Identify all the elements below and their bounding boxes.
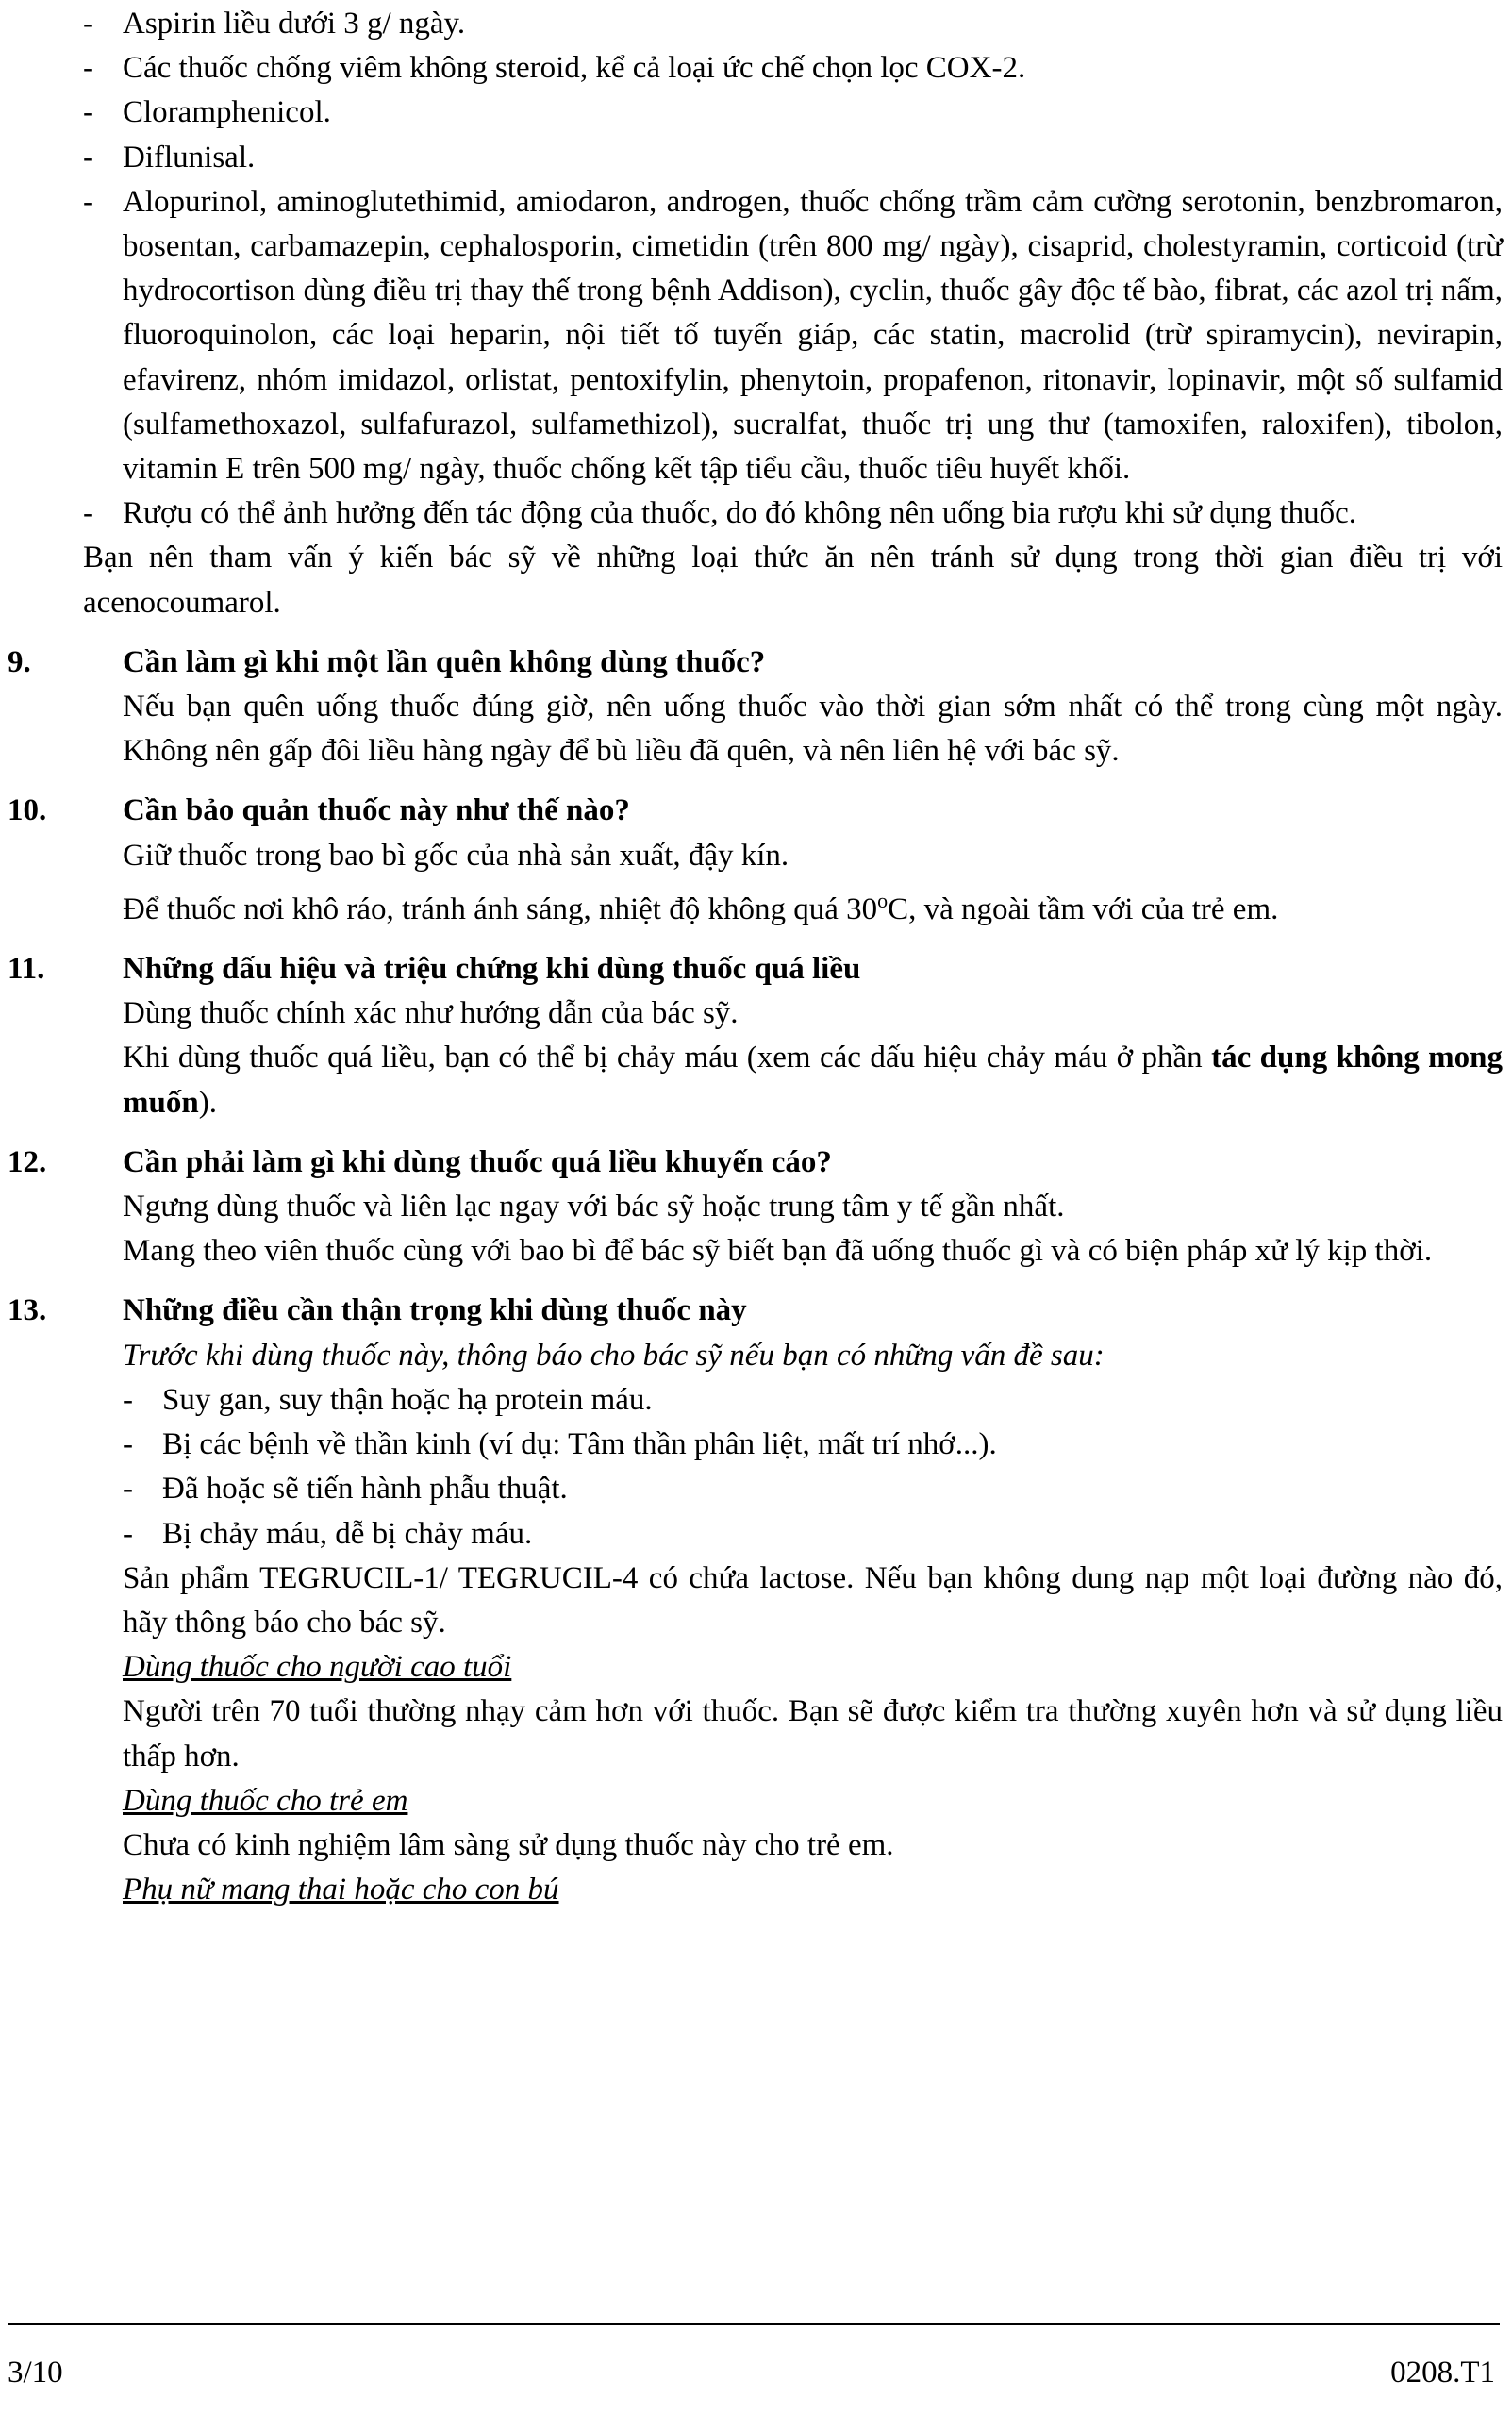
footer-divider bbox=[8, 2323, 1500, 2325]
section-number: 9. bbox=[8, 644, 31, 679]
section-number: 12. bbox=[8, 1144, 47, 1179]
document-code: 0208.T1 bbox=[1390, 2356, 1495, 2390]
section-number: 13. bbox=[8, 1293, 47, 1328]
section-12-heading bbox=[8, 1141, 1503, 1185]
section-title: Cần phải làm gì khi dùng thuốc quá liều khuyến cáo? bbox=[123, 1144, 832, 1179]
overdose-text: ). bbox=[198, 1085, 217, 1120]
section-10-heading bbox=[8, 789, 1503, 833]
list-item: - Bị chảy máu, dễ bị chảy máu. bbox=[123, 1512, 1503, 1557]
section-9-heading bbox=[8, 641, 1503, 685]
list-item: - Bị các bệnh về thần kinh (ví dụ: Tâm thần phân liệt, mất trí nhớ...). bbox=[123, 1423, 1503, 1467]
section-9-body: Nếu bạn quên uống thuốc đúng giờ, nên uống thuốc vào thời gian sớm nhất có thể trong cùng một ngày. Không nên gấp đôi liều hàng ngày để bù liều đã quên, và nên liên hệ với bác sỹ. bbox=[123, 690, 1503, 769]
elderly-subheading bbox=[83, 1645, 1503, 1690]
list-item: - Cloramphenicol. bbox=[83, 91, 1503, 135]
page-number: 3/10 bbox=[8, 2356, 63, 2390]
list-item: - Đã hoặc sẽ tiến hành phẫu thuật. bbox=[123, 1467, 1503, 1511]
section-number: 11. bbox=[8, 952, 45, 987]
section-11-heading bbox=[8, 947, 1503, 991]
overdose-action-line: Ngưng dùng thuốc và liên lạc ngay với bác sỹ hoặc trung tâm y tế gần nhất. bbox=[123, 1190, 1065, 1224]
elderly-text: Người trên 70 tuổi thường nhạy cảm hơn với thuốc. Bạn sẽ được kiểm tra thường xuyên hơn và sử dụng liều thấp hơn. bbox=[123, 1694, 1503, 1774]
section-title: Cần bảo quản thuốc này như thế nào? bbox=[123, 793, 630, 828]
storage-text: Để thuốc nơi khô ráo, tránh ánh sáng, nhiệt độ không quá 30 bbox=[123, 891, 878, 926]
section-title: Những dấu hiệu và triệu chứng khi dùng thuốc quá liều bbox=[123, 952, 861, 987]
interactions-note: Bạn nên tham vấn ý kiến bác sỹ về những loại thức ăn nên tránh sử dụng trong thời gian điều trị với acenocoumarol. bbox=[83, 541, 1503, 620]
storage-line: Giữ thuốc trong bao bì gốc của nhà sản xuất, đậy kín. bbox=[123, 838, 789, 873]
section-title: Cần làm gì khi một lần quên không dùng thuốc? bbox=[123, 644, 766, 679]
precautions-intro: Trước khi dùng thuốc này, thông báo cho bác sỹ nếu bạn có những vấn đề sau: bbox=[123, 1338, 1105, 1373]
children-subheading bbox=[83, 1779, 1503, 1824]
list-item: - Diflunisal. bbox=[83, 136, 1503, 180]
section-title: Những điều cần thận trọng khi dùng thuốc này bbox=[123, 1293, 747, 1328]
pregnancy-subheading bbox=[83, 1868, 1503, 1912]
subheading-text: Phụ nữ mang thai hoặc cho con bú bbox=[123, 1873, 559, 1907]
children-text: Chưa có kinh nghiệm lâm sàng sử dụng thuốc này cho trẻ em. bbox=[123, 1827, 894, 1862]
subheading-text: Dùng thuốc cho trẻ em bbox=[123, 1783, 408, 1818]
overdose-bleeding-line bbox=[83, 1036, 1503, 1124]
list-item: - Alopurinol, aminoglutethimid, amiodaron, androgen, thuốc chống trầm cảm cường serotonin, benzbromaron, bosentan, carbamazepin, cephalosporin, cimetidin (trên 800 mg/ ngày), cisaprid, cholestyramin, corticoid (trừ hydrocortison dùng điều trị thay thế trong bệnh Addison), cyclin, thuốc gây độc tế bào, fibrat, các azol trị nấm, fluoroquinolon, các loại heparin, nội tiết tố tuyến giáp, các statin, macrolid (trừ spiramycin), nevirapin, efavirenz, nhóm imidazol, orlistat, pentoxifylin, phenytoin, propafenon, ritonavir, lopinavir, một số sulfamid (sulfamethoxazol, sulfafurazol, sulfamethizol), sucralfat, thuốc trị ung thư (tamoxifen, raloxifen), tibolon, vitamin E trên 500 mg/ ngày, thuốc chống kết tập tiểu cầu, thuốc tiêu huyết khối. bbox=[83, 180, 1503, 491]
subheading-text: Dùng thuốc cho người cao tuổi bbox=[123, 1650, 512, 1685]
storage-text: C, và ngoài tầm với của trẻ em. bbox=[888, 891, 1279, 926]
lactose-note: Sản phẩm TEGRUCIL-1/ TEGRUCIL-4 có chứa lactose. Nếu bạn không dung nạp một loại đường nào đó, hãy thông báo cho bác sỹ. bbox=[123, 1560, 1503, 1640]
section-number: 10. bbox=[8, 793, 47, 828]
side-effects-reference: tác dụng không mong muốn bbox=[123, 1041, 1503, 1120]
page-content bbox=[8, 2, 1503, 1912]
storage-temperature-line bbox=[83, 878, 1503, 932]
list-item: - Rượu có thể ảnh hưởng đến tác động của thuốc, do đó không nên uống bia rượu khi sử dụng thuốc. bbox=[83, 491, 1503, 536]
degree-symbol: o bbox=[877, 888, 889, 912]
precautions-list bbox=[83, 1378, 1503, 1557]
overdose-action-line: Mang theo viên thuốc cùng với bao bì để bác sỹ biết bạn đã uống thuốc gì và có biện pháp xử lý kịp thời. bbox=[123, 1234, 1433, 1269]
list-item: - Aspirin liều dưới 3 g/ ngày. bbox=[83, 2, 1503, 46]
list-item: - Suy gan, suy thận hoặc hạ protein máu. bbox=[123, 1378, 1503, 1423]
list-item: - Các thuốc chống viêm không steroid, kể cả loại ức chế chọn lọc COX-2. bbox=[83, 46, 1503, 91]
section-13-heading bbox=[8, 1289, 1503, 1333]
overdose-line: Dùng thuốc chính xác như hướng dẫn của bác sỹ. bbox=[123, 996, 739, 1031]
overdose-text: Khi dùng thuốc quá liều, bạn có thể bị chảy máu (xem các dấu hiệu chảy máu ở phần bbox=[123, 1041, 1212, 1075]
